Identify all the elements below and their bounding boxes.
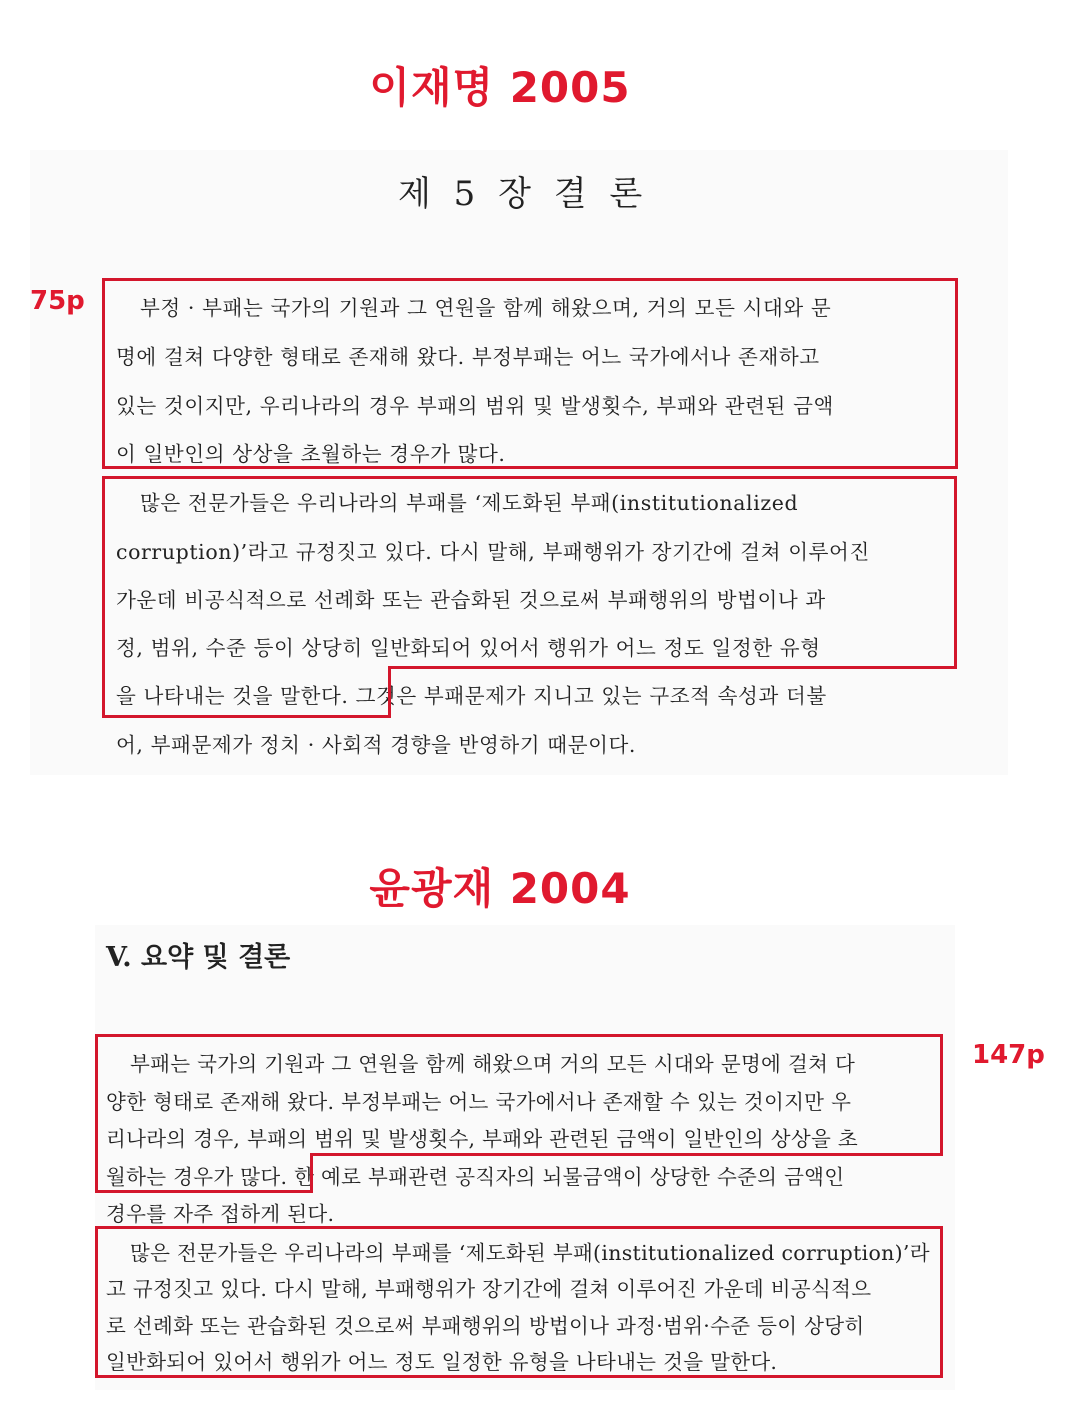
section-subtitle: V. 요약 및 결론 (106, 942, 291, 973)
text-line: 경우를 자주 접하게 된다. (106, 1202, 335, 1226)
text-line: corruption)’라고 규정짓고 있다. 다시 말해, 부패행위가 장기간에 걸쳐 이루어진 (116, 540, 870, 564)
text-line: 로 선례화 또는 관습화된 것으로써 부패행위의 방법이나 과정·범위·수준 등이 상당히 (106, 1314, 865, 1338)
text-line: 부패는 국가의 기원과 그 연원을 함께 해왔으며 거의 모든 시대와 문명에 걸쳐 다 (130, 1052, 856, 1076)
section2-heading: 윤광재 2004 (369, 864, 631, 913)
section1-heading: 이재명 2005 (369, 63, 631, 112)
text-line: 고 규정짓고 있다. 다시 말해, 부패행위가 장기간에 걸쳐 이루어진 가운데 비공식적으 (106, 1277, 872, 1301)
page-label-75p: 75p (30, 286, 85, 316)
text-line: 어, 부패문제가 정치 · 사회적 경향을 반영하기 때문이다. (116, 733, 637, 757)
text-line: 월하는 경우가 많다. 한 예로 부패관련 공직자의 뇌물금액이 상당한 수준의 금액인 (106, 1165, 845, 1189)
text-line: 이 일반인의 상상을 초월하는 경우가 많다. (116, 442, 506, 466)
text-line: 리나라의 경우, 부패의 범위 및 발생횟수, 부패와 관련된 금액이 일반인의 상상을 초 (106, 1127, 859, 1151)
text-line: 일반화되어 있어서 행위가 어느 정도 일정한 유형을 나타내는 것을 말한다. (106, 1350, 778, 1374)
text-line: 양한 형태로 존재해 왔다. 부정부패는 어느 국가에서나 존재할 수 있는 것이지만 우 (106, 1090, 852, 1114)
text-line: 정, 범위, 수준 등이 상당히 일반화되어 있어서 행위가 어느 정도 일정한 유형 (116, 636, 821, 660)
text-line: 많은 전문가들은 우리나라의 부패를 ‘제도화된 부패(institutionalized (140, 491, 799, 515)
text-line: 부정 · 부패는 국가의 기원과 그 연원을 함께 해왔으며, 거의 모든 시대와 문 (140, 296, 832, 320)
text-line: 가운데 비공식적으로 선례화 또는 관습화된 것으로써 부패행위의 방법이나 과 (116, 588, 826, 612)
text-line: 명에 걸쳐 다양한 형태로 존재해 왔다. 부정부패는 어느 국가에서나 존재하고 (116, 345, 820, 369)
page-label-147p: 147p (972, 1040, 1045, 1070)
text-line: 을 나타내는 것을 말한다. 그것은 부패문제가 지니고 있는 구조적 속성과 더불 (116, 684, 827, 708)
text-line: 많은 전문가들은 우리나라의 부패를 ‘제도화된 부패(institutionalized corruption)’라 (130, 1241, 930, 1265)
text-line: 있는 것이지만, 우리나라의 경우 부패의 범위 및 발생횟수, 부패와 관련된 금액 (116, 394, 834, 418)
chapter-title: 제 5 장 결 론 (398, 174, 649, 214)
